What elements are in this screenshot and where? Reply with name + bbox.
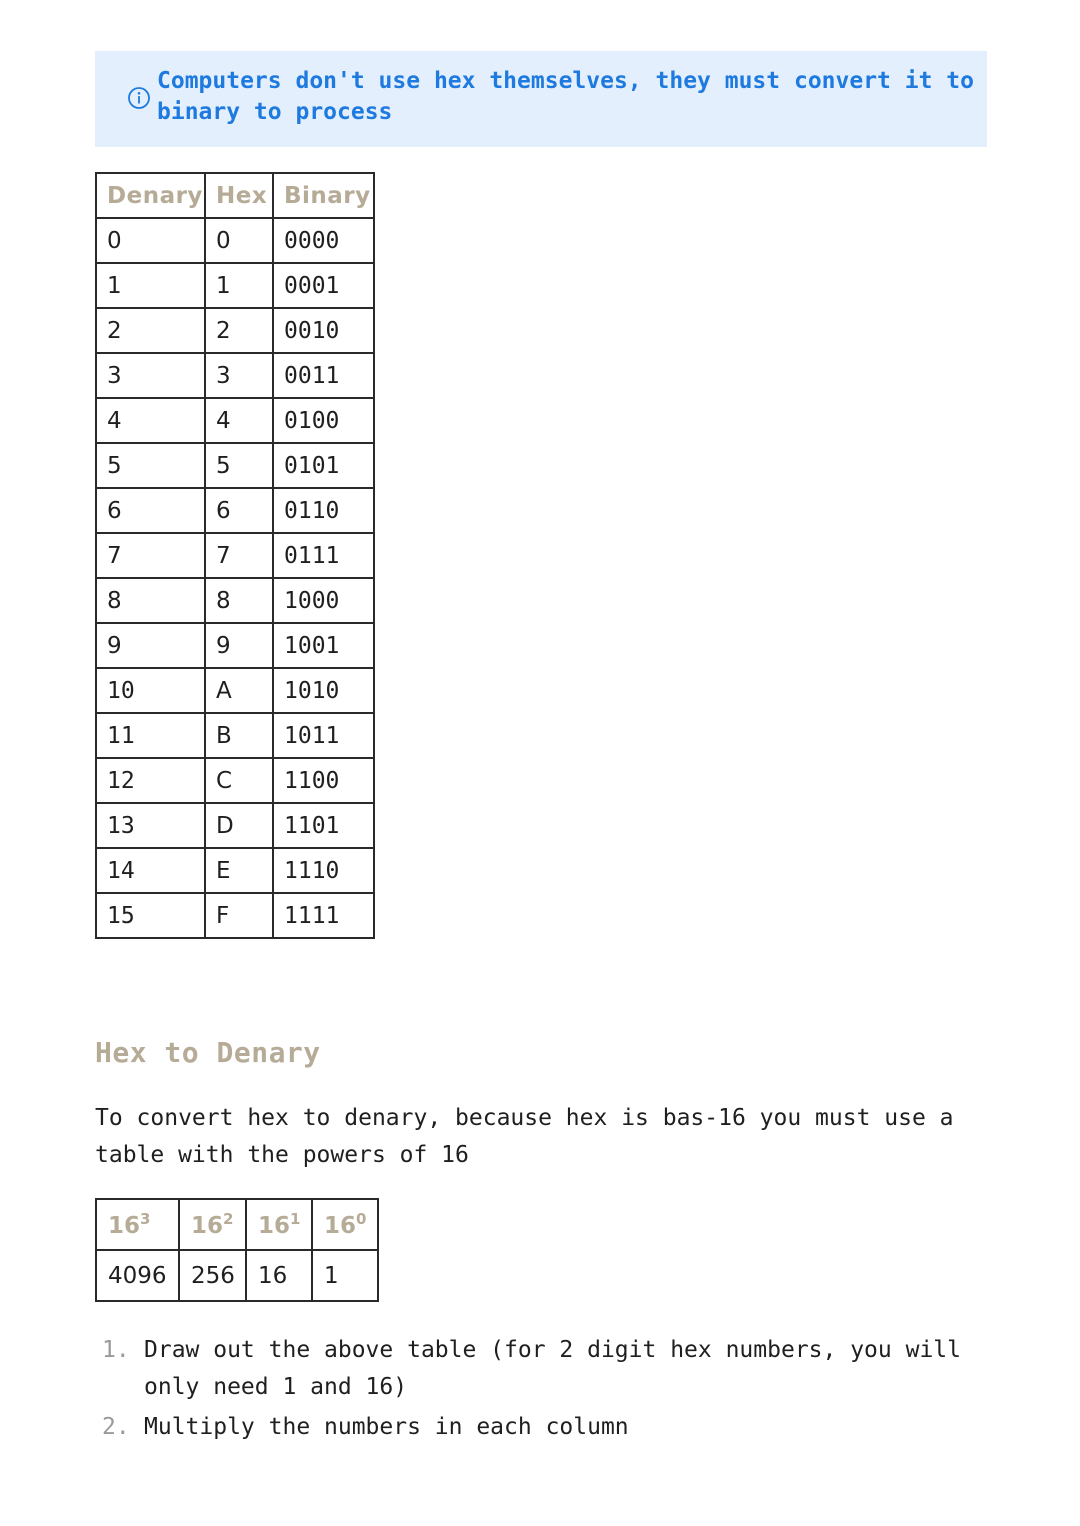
power-value: 4096 (96, 1250, 179, 1301)
table-row (96, 353, 374, 398)
binary-cell: 0001 (273, 263, 374, 308)
step-text: Draw out the above table (for 2 digit hex numbers, you will only need 1 and 16) (144, 1337, 961, 1400)
denary-cell: 12 (96, 758, 205, 803)
power-header: $16^1$ (246, 1199, 312, 1250)
step-number: 2. (102, 1414, 130, 1440)
denary-cell: 7 (96, 533, 205, 578)
denary-cell: 0 (96, 218, 205, 263)
powers-table (95, 1198, 379, 1302)
hex-cell: 1 (205, 263, 273, 308)
binary-cell: 1011 (273, 713, 374, 758)
power-value: 1 (312, 1250, 378, 1301)
denary-cell: 13 (96, 803, 205, 848)
table-row (96, 533, 374, 578)
table-header-row (96, 173, 374, 218)
binary-cell: 1110 (273, 848, 374, 893)
hex-cell: 3 (205, 353, 273, 398)
denary-cell: 6 (96, 488, 205, 533)
binary-cell: 1111 (273, 893, 374, 938)
denary-cell: 2 (96, 308, 205, 353)
hex-cell: F (205, 893, 273, 938)
denary-cell: 9 (96, 623, 205, 668)
step-number: 1. (102, 1337, 130, 1363)
powers-header-row (96, 1199, 378, 1250)
binary-cell: 0010 (273, 308, 374, 353)
header-denary: Denary (96, 173, 205, 218)
binary-cell: 1101 (273, 803, 374, 848)
binary-cell: 0110 (273, 488, 374, 533)
info-icon (127, 86, 151, 110)
section-heading: Hex to Denary (95, 1036, 321, 1069)
power-value: 16 (246, 1250, 312, 1301)
binary-cell: 0011 (273, 353, 374, 398)
conversion-table-body (96, 218, 374, 938)
hex-cell: 8 (205, 578, 273, 623)
binary-cell: 0101 (273, 443, 374, 488)
table-row (96, 803, 374, 848)
hex-cell: 0 (205, 218, 273, 263)
denary-cell: 1 (96, 263, 205, 308)
denary-cell: 3 (96, 353, 205, 398)
binary-cell: 0100 (273, 398, 374, 443)
denary-cell: 14 (96, 848, 205, 893)
hex-cell: A (205, 668, 273, 713)
step-item (102, 1409, 992, 1446)
binary-cell: 1010 (273, 668, 374, 713)
header-hex: Hex (205, 173, 273, 218)
power-header: $16^3$ (96, 1199, 179, 1250)
conversion-table (95, 172, 375, 939)
binary-cell: 1001 (273, 623, 374, 668)
table-row (96, 623, 374, 668)
hex-cell: 7 (205, 533, 273, 578)
denary-cell: 15 (96, 893, 205, 938)
table-row (96, 443, 374, 488)
table-row (96, 893, 374, 938)
hex-cell: 4 (205, 398, 273, 443)
callout-text: Computers don't use hex themselves, they must convert it to binary to process (157, 68, 974, 125)
table-row (96, 398, 374, 443)
denary-cell: 4 (96, 398, 205, 443)
hex-cell: 9 (205, 623, 273, 668)
table-row (96, 668, 374, 713)
denary-cell: 10 (96, 668, 205, 713)
hex-cell: E (205, 848, 273, 893)
step-item (102, 1332, 992, 1406)
table-row (96, 758, 374, 803)
table-row (96, 488, 374, 533)
hex-cell: 5 (205, 443, 273, 488)
power-header: $16^0$ (312, 1199, 378, 1250)
denary-cell: 11 (96, 713, 205, 758)
power-value: 256 (179, 1250, 246, 1301)
powers-value-row (96, 1250, 378, 1301)
power-header: $16^2$ (179, 1199, 246, 1250)
hex-cell: 2 (205, 308, 273, 353)
table-row (96, 218, 374, 263)
hex-cell: 6 (205, 488, 273, 533)
denary-cell: 8 (96, 578, 205, 623)
table-row (96, 713, 374, 758)
hex-cell: B (205, 713, 273, 758)
hex-cell: C (205, 758, 273, 803)
table-row (96, 308, 374, 353)
denary-cell: 5 (96, 443, 205, 488)
binary-cell: 1000 (273, 578, 374, 623)
steps-list (102, 1332, 992, 1449)
binary-cell: 0111 (273, 533, 374, 578)
hex-cell: D (205, 803, 273, 848)
table-row (96, 578, 374, 623)
step-text: Multiply the numbers in each column (144, 1414, 629, 1440)
table-row (96, 848, 374, 893)
binary-cell: 0000 (273, 218, 374, 263)
section-paragraph: To convert hex to denary, because hex is bas-16 you must use a table with the powers of 16 (95, 1105, 954, 1168)
binary-cell: 1100 (273, 758, 374, 803)
table-row (96, 263, 374, 308)
header-binary: Binary (273, 173, 374, 218)
